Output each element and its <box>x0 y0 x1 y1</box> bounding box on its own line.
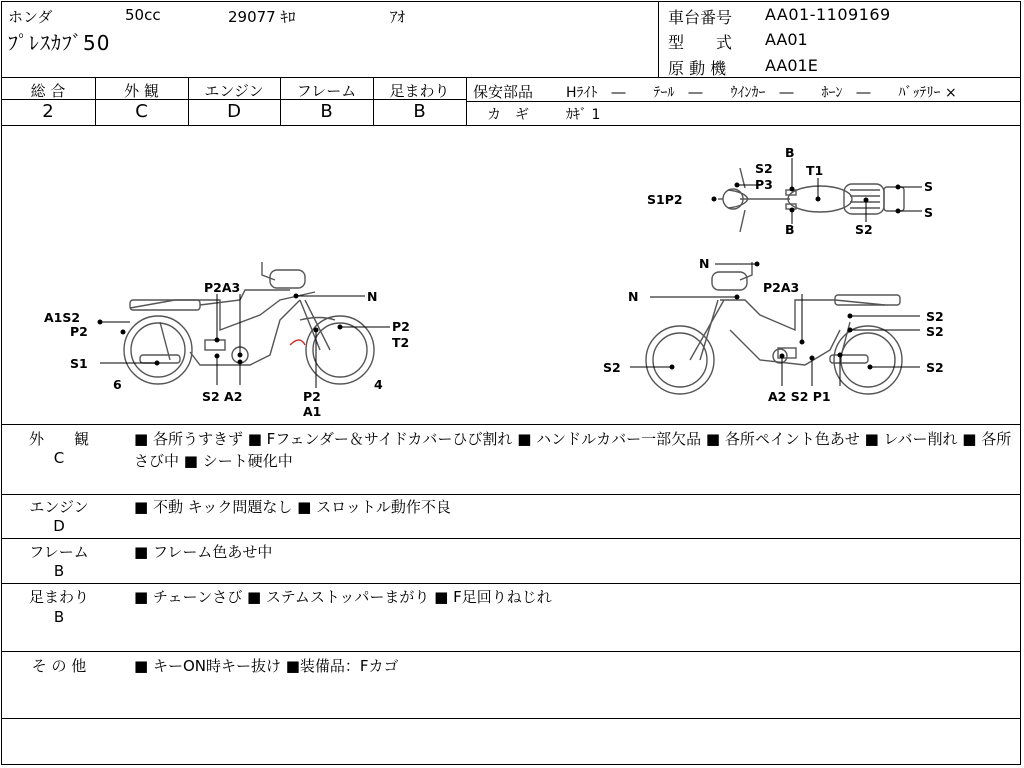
label-left-4: 4 <box>374 377 383 392</box>
remark-engine-text: ■ 不動 キック問題なし ■ スロットル動作不良 <box>134 498 451 516</box>
label-top-b: B <box>785 145 795 160</box>
label-right-s2-2: S2 <box>926 324 944 339</box>
label-right-a2s2p1: A2 S2 P1 <box>768 389 831 404</box>
remark-exterior-text: ■ 各所うすきず ■ Fフェンダー＆サイドカバーひび割れ ■ ハンドルカバー一部欠品 ■ 各所ペイント色あせ ■ レバー削れ ■ 各所さび中 ■ シート硬化中 <box>134 430 1012 470</box>
engine-label: 原 動 機 <box>668 59 727 78</box>
grade-frame-value: B <box>320 101 333 122</box>
mileage: 29077 ｷﾛ <box>228 8 296 26</box>
label-right-n-top: N <box>699 256 710 271</box>
type-value: AA01 <box>765 30 808 49</box>
label-top-s-right-1: S <box>924 179 934 194</box>
label-left-6: 6 <box>113 377 122 392</box>
label-top-s2-bottom: S2 <box>855 222 873 237</box>
label-right-s2-right: S2 <box>926 360 944 375</box>
label-right-n: N <box>628 289 639 304</box>
label-left-a1s2: A1S2 <box>44 310 81 325</box>
label-left-t2: T2 <box>392 335 410 350</box>
left-view-pointers <box>98 294 390 388</box>
grade-engine-label: エンジン <box>204 82 264 100</box>
grade-overall-label: 総 合 <box>30 82 66 100</box>
type-label: 型 式 <box>668 33 733 52</box>
label-left-p2-front: P2 <box>392 319 410 334</box>
label-left-s1: S1 <box>70 356 88 371</box>
engine-value: AA01E <box>765 56 818 75</box>
grade-suspension-value: B <box>413 101 426 122</box>
grade-overall-value: 2 <box>42 101 54 122</box>
remark-exterior-label: 外 観 <box>28 430 89 448</box>
label-top-p3: P3 <box>755 177 773 192</box>
remark-suspension-grade: B <box>53 608 65 626</box>
left-view-scooter <box>124 262 374 384</box>
remark-other-label: そ の 他 <box>31 657 87 675</box>
label-right-s2-left: S2 <box>603 360 621 375</box>
body-color: ｱｵ <box>390 8 406 26</box>
label-top-b-bottom: B <box>785 222 795 237</box>
key-value: ｶｷﾞ 1 <box>566 107 601 123</box>
label-left-p2a3: P2A3 <box>204 280 241 295</box>
chassis-value: AA01-1109169 <box>765 5 891 24</box>
remark-suspension-label: 足まわり <box>28 588 89 606</box>
label-right-s2-1: S2 <box>926 309 944 324</box>
remark-engine-grade: D <box>53 517 65 535</box>
label-top-s-right-2: S <box>924 205 934 220</box>
displacement: 50cc <box>125 6 161 24</box>
label-top-s1p2: S1P2 <box>647 192 683 207</box>
label-right-p2a3: P2A3 <box>763 280 800 295</box>
label-left-p2-bottom: P2 <box>303 389 321 404</box>
label-top-s2: S2 <box>755 161 773 176</box>
grade-exterior-label: 外 観 <box>124 82 159 100</box>
remark-engine-label: エンジン <box>29 498 89 516</box>
remark-frame-grade: B <box>53 562 65 580</box>
safety-parts-label: 保安部品 <box>473 83 534 101</box>
remark-exterior-grade: C <box>53 449 65 467</box>
grade-suspension-label: 足まわり <box>389 82 450 100</box>
key-label: カ ギ <box>487 107 529 123</box>
label-left-s2a2: S2 A2 <box>202 389 243 404</box>
safety-parts-items: Hﾗｲﾄ ― ﾃｰﾙ ― ｳｲﾝｶｰ ― ﾎｰﾝ ― ﾊﾞｯﾃﾘｰ × <box>566 85 957 101</box>
chassis-label: 車台番号 <box>668 8 733 27</box>
grade-exterior-value: C <box>135 101 148 122</box>
label-top-t1: T1 <box>806 163 824 178</box>
maker: ホンダ <box>8 8 53 26</box>
remark-suspension-text: ■ チェーンさび ■ ステムストッパーまがり ■ F足回りねじれ <box>134 588 552 606</box>
remark-frame-label: フレーム <box>29 543 89 561</box>
grade-frame-label: フレーム <box>296 82 357 100</box>
remark-frame-text: ■ フレーム色あせ中 <box>134 543 273 561</box>
label-left-n: N <box>367 289 378 304</box>
label-left-p2: P2 <box>70 324 88 339</box>
grade-engine-value: D <box>227 101 241 122</box>
damage-diagram <box>0 126 1022 424</box>
remark-other-text: ■ キーON時キー抜け ■装備品：Fカゴ <box>134 657 399 675</box>
model-name: ﾌﾟﾚｽｶﾌﾞ50 <box>8 31 111 55</box>
label-left-a1-bottom: A1 <box>303 404 322 419</box>
